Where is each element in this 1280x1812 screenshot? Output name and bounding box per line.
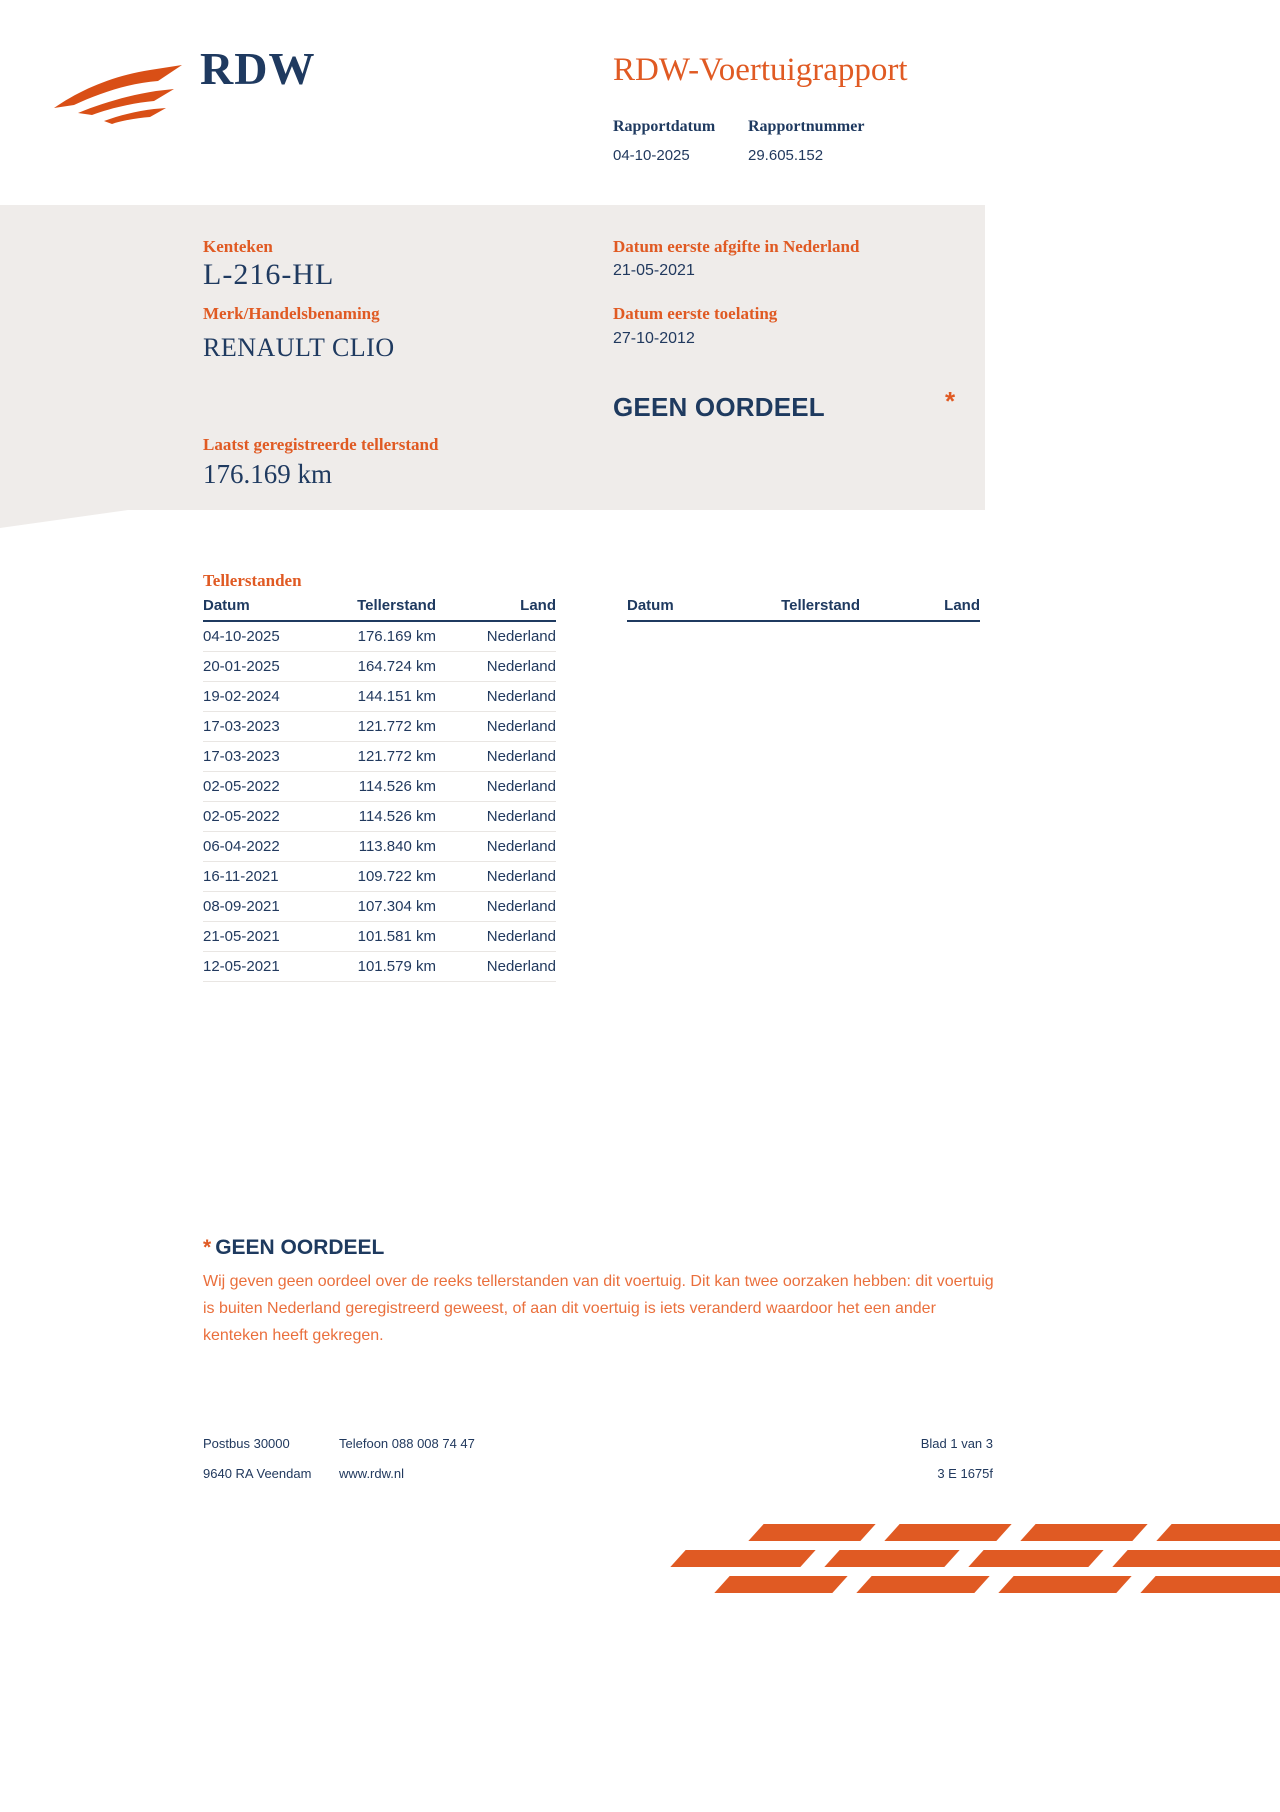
- tellerstanden-table-right: [627, 597, 980, 622]
- cell-datum: 17-03-2023: [203, 748, 280, 765]
- kenteken-value: L-216-HL: [203, 258, 335, 291]
- table-row: [203, 682, 556, 712]
- table-row: [203, 622, 556, 652]
- cell-land: Nederland: [486, 628, 556, 645]
- cell-land: Nederland: [486, 898, 556, 915]
- merk-label: Merk/Handelsbenaming: [203, 304, 380, 323]
- table-row: [203, 802, 556, 832]
- table-row: [203, 952, 556, 982]
- cell-datum: 20-01-2025: [203, 658, 280, 675]
- footer-phone: Telefoon 088 008 74 47: [339, 1436, 475, 1451]
- cell-land: Nederland: [486, 838, 556, 855]
- table-row: [203, 922, 556, 952]
- col-datum: Datum: [203, 597, 250, 614]
- cell-tellerstand: 144.151 km: [357, 688, 436, 705]
- tellerstanden-title: Tellerstanden: [203, 571, 302, 590]
- eerste-afgifte-value: 21-05-2021: [613, 262, 695, 279]
- col-tellerstand: Tellerstand: [357, 597, 436, 614]
- footer-form-code: 3 E 1675f: [937, 1466, 993, 1481]
- eerste-toelating-label: Datum eerste toelating: [613, 304, 778, 323]
- col-tellerstand: Tellerstand: [781, 597, 860, 614]
- eerste-toelating-value: 27-10-2012: [613, 330, 695, 347]
- cell-datum: 04-10-2025: [203, 628, 280, 645]
- cell-datum: 12-05-2021: [203, 958, 280, 975]
- footer-website: www.rdw.nl: [339, 1466, 405, 1481]
- cell-datum: 02-05-2022: [203, 808, 280, 825]
- footer-address-line1: Postbus 30000: [203, 1436, 290, 1451]
- cell-land: Nederland: [486, 748, 556, 765]
- note-title: GEEN OORDEEL: [215, 1236, 385, 1259]
- col-datum: Datum: [627, 597, 674, 614]
- cell-datum: 21-05-2021: [203, 928, 280, 945]
- table-row: [203, 712, 556, 742]
- cell-tellerstand: 176.169 km: [357, 628, 436, 645]
- col-land: Land: [520, 597, 556, 614]
- cell-land: Nederland: [486, 658, 556, 675]
- cell-datum: 08-09-2021: [203, 898, 280, 915]
- table-row: [203, 892, 556, 922]
- report-date-value: 04-10-2025: [613, 147, 690, 164]
- cell-tellerstand: 164.724 km: [357, 658, 436, 675]
- cell-datum: 16-11-2021: [203, 868, 279, 885]
- note-asterisk: *: [203, 1236, 212, 1259]
- cell-land: Nederland: [486, 688, 556, 705]
- table-header: [203, 597, 556, 622]
- table-row: [203, 652, 556, 682]
- cell-datum: 19-02-2024: [203, 688, 280, 705]
- cell-land: Nederland: [486, 868, 556, 885]
- cell-tellerstand: 113.840 km: [358, 838, 436, 855]
- page-title: RDW-Voertuigrapport: [613, 52, 908, 88]
- cell-tellerstand: 107.304 km: [357, 898, 436, 915]
- cell-land: Nederland: [486, 718, 556, 735]
- oordeel-value: GEEN OORDEEL: [613, 392, 825, 422]
- note-body: Wij geven geen oordeel over de reeks tellerstanden van dit voertuig. Dit kan twee oorzaken hebben: dit voertuig is buiten Nederland geregistreerd geweest, of aan dit voertuig is iets veranderd waardoor het een ander kenteken heeft gekregen.: [203, 1273, 994, 1344]
- rdw-wordmark: RDW: [200, 43, 316, 94]
- cell-tellerstand: 101.581 km: [357, 928, 436, 945]
- cell-datum: 06-04-2022: [203, 838, 280, 855]
- note-heading: [203, 1236, 384, 1260]
- table-row: [203, 772, 556, 802]
- cell-land: Nederland: [486, 778, 556, 795]
- footer-address-line2: 9640 RA Veendam: [203, 1466, 312, 1481]
- merk-value: RENAULT CLIO: [203, 333, 395, 362]
- table-row: [203, 832, 556, 862]
- table-row: [203, 862, 556, 892]
- cell-datum: 17-03-2023: [203, 718, 280, 735]
- footer-page-number: Blad 1 van 3: [920, 1436, 993, 1451]
- table-body: [203, 622, 556, 982]
- rdw-logo-icon: [52, 46, 187, 136]
- cell-tellerstand: 114.526 km: [358, 778, 436, 795]
- cell-land: Nederland: [486, 958, 556, 975]
- cell-tellerstand: 109.722 km: [357, 868, 436, 885]
- tellerstand-value: 176.169 km: [203, 459, 333, 489]
- col-land: Land: [944, 597, 980, 614]
- cell-tellerstand: 114.526 km: [358, 808, 436, 825]
- cell-tellerstand: 101.579 km: [357, 958, 436, 975]
- kenteken-label: Kenteken: [203, 237, 273, 256]
- report-date-label: Rapportdatum: [613, 118, 716, 135]
- decorative-stripes-icon: [660, 1524, 1280, 1616]
- oordeel-asterisk: *: [945, 386, 956, 416]
- table-row: [203, 742, 556, 772]
- tellerstand-label: Laatst geregistreerde tellerstand: [203, 435, 439, 454]
- report-number-label: Rapportnummer: [748, 118, 865, 135]
- cell-land: Nederland: [486, 928, 556, 945]
- cell-land: Nederland: [486, 808, 556, 825]
- tellerstanden-table-left: [203, 597, 556, 982]
- cell-tellerstand: 121.772 km: [357, 718, 436, 735]
- table-header: [627, 597, 980, 622]
- cell-tellerstand: 121.772 km: [357, 748, 436, 765]
- cell-datum: 02-05-2022: [203, 778, 280, 795]
- eerste-afgifte-label: Datum eerste afgifte in Nederland: [613, 237, 860, 256]
- report-number-value: 29.605.152: [748, 147, 824, 164]
